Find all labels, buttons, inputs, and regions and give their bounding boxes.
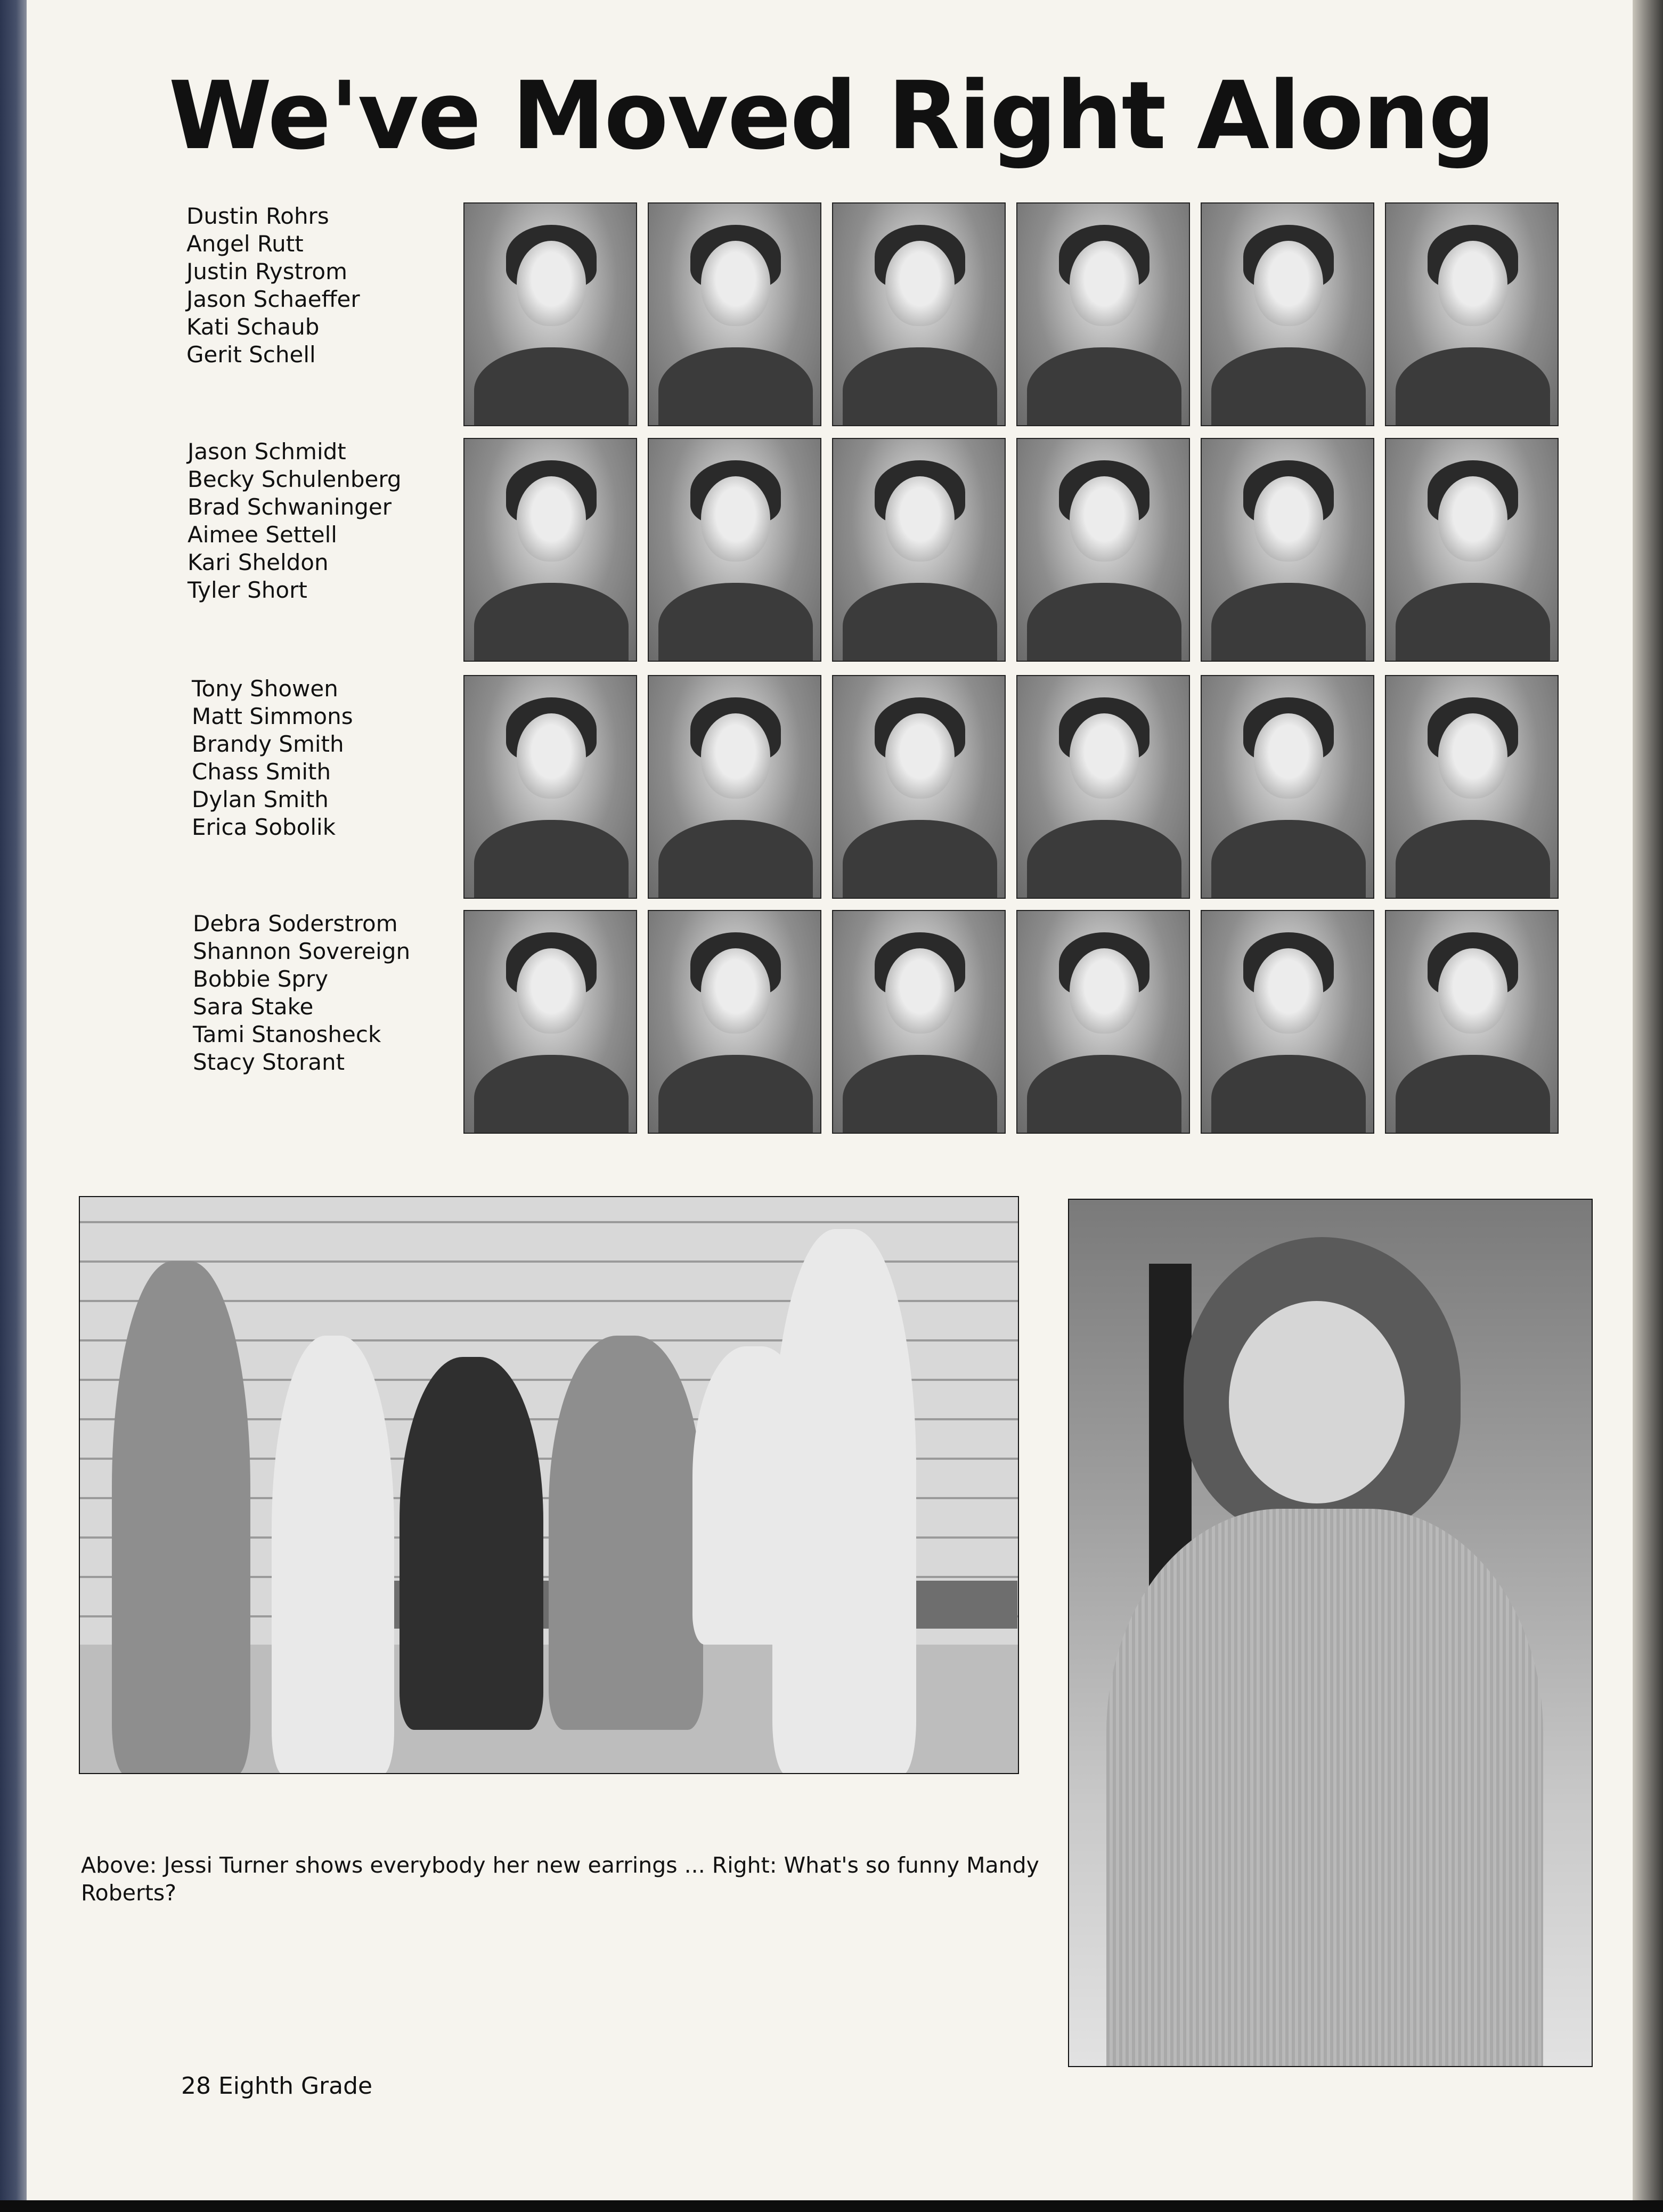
student-portrait bbox=[1016, 438, 1190, 662]
student-portrait bbox=[1201, 910, 1374, 1134]
student-portrait bbox=[463, 202, 637, 426]
student-portrait bbox=[1016, 910, 1190, 1134]
portrait-head bbox=[1254, 948, 1323, 1034]
student-name: Dylan Smith bbox=[192, 786, 329, 812]
book-binding-right bbox=[1633, 0, 1663, 2200]
portrait-body bbox=[658, 1055, 813, 1134]
student-portrait bbox=[648, 438, 821, 662]
student-portrait bbox=[1385, 202, 1559, 426]
portrait-head bbox=[517, 476, 586, 562]
student-name: Aimee Settell bbox=[188, 522, 337, 548]
student-portrait bbox=[1385, 910, 1559, 1134]
portrait-head bbox=[885, 241, 955, 326]
student-name: Dustin Rohrs bbox=[186, 203, 329, 229]
portrait-head bbox=[517, 241, 586, 326]
portrait-body bbox=[1027, 820, 1181, 899]
portrait-body bbox=[658, 347, 813, 426]
student-figure bbox=[549, 1336, 703, 1730]
student-portrait bbox=[648, 202, 821, 426]
student-name: Stacy Storant bbox=[193, 1049, 345, 1075]
student-figure bbox=[400, 1357, 543, 1730]
portrait-body bbox=[474, 1055, 629, 1134]
portrait-head bbox=[1070, 713, 1139, 799]
student-portrait bbox=[1016, 202, 1190, 426]
student-name: Shannon Sovereign bbox=[193, 938, 411, 964]
name-list bbox=[188, 438, 464, 604]
student-name: Chass Smith bbox=[192, 759, 331, 785]
page-title: We've Moved Right Along bbox=[168, 61, 1495, 170]
student-name: Jason Schaeffer bbox=[186, 286, 360, 312]
portrait-head bbox=[701, 241, 770, 326]
student-face bbox=[1229, 1301, 1405, 1503]
portrait-head bbox=[701, 948, 770, 1034]
student-name: Sara Stake bbox=[193, 994, 314, 1020]
student-portrait bbox=[463, 675, 637, 899]
portrait-head bbox=[1254, 241, 1323, 326]
portrait-head bbox=[1438, 948, 1507, 1034]
portrait-head bbox=[1438, 476, 1507, 562]
portrait-body bbox=[1396, 820, 1550, 899]
portrait-body bbox=[658, 583, 813, 662]
portrait-head bbox=[517, 948, 586, 1034]
student-figure bbox=[272, 1336, 394, 1774]
student-name: Angel Rutt bbox=[186, 231, 304, 257]
student-portrait bbox=[832, 438, 1006, 662]
student-portrait bbox=[832, 202, 1006, 426]
portrait-head bbox=[1070, 241, 1139, 326]
student-name: Jason Schmidt bbox=[188, 438, 346, 465]
student-figure bbox=[772, 1229, 916, 1774]
portrait-head bbox=[885, 476, 955, 562]
student-name: Tami Stanosheck bbox=[193, 1021, 381, 1047]
book-binding-left bbox=[0, 0, 27, 2200]
portrait-body bbox=[1027, 583, 1181, 662]
student-portrait bbox=[832, 910, 1006, 1134]
student-portrait bbox=[832, 675, 1006, 899]
portrait-head bbox=[1070, 476, 1139, 562]
student-sweater bbox=[1106, 1509, 1543, 2067]
portrait-body bbox=[1396, 347, 1550, 426]
student-portrait bbox=[1385, 438, 1559, 662]
student-name: Kati Schaub bbox=[186, 314, 320, 340]
portrait-head bbox=[1070, 948, 1139, 1034]
portrait-head bbox=[517, 713, 586, 799]
student-name: Brad Schwaninger bbox=[188, 494, 392, 520]
name-list bbox=[192, 675, 469, 841]
portrait-body bbox=[1211, 820, 1366, 899]
name-list bbox=[193, 910, 470, 1076]
page-folio: 28 Eighth Grade bbox=[181, 2072, 373, 2100]
candid-photo-smiling-student bbox=[1068, 1199, 1593, 2067]
portrait-head bbox=[885, 948, 955, 1034]
portrait-head bbox=[1254, 713, 1323, 799]
portrait-body bbox=[1027, 1055, 1181, 1134]
candid-photo-group-bench bbox=[79, 1196, 1019, 1774]
portrait-body bbox=[843, 820, 997, 899]
portrait-head bbox=[701, 476, 770, 562]
student-name: Gerit Schell bbox=[186, 341, 316, 368]
portrait-body bbox=[1211, 347, 1366, 426]
student-portrait bbox=[648, 910, 821, 1134]
student-name: Becky Schulenberg bbox=[188, 466, 402, 492]
portrait-body bbox=[1027, 347, 1181, 426]
student-portrait bbox=[1201, 438, 1374, 662]
student-name: Tyler Short bbox=[188, 577, 307, 603]
student-portrait bbox=[1201, 675, 1374, 899]
student-portrait bbox=[463, 438, 637, 662]
student-name: Debra Soderstrom bbox=[193, 910, 398, 937]
portrait-body bbox=[1396, 583, 1550, 662]
portrait-body bbox=[1396, 1055, 1550, 1134]
student-name: Bobbie Spry bbox=[193, 966, 329, 992]
portrait-body bbox=[1211, 1055, 1366, 1134]
portrait-head bbox=[1438, 241, 1507, 326]
student-name: Matt Simmons bbox=[192, 703, 353, 729]
student-name: Erica Sobolik bbox=[192, 814, 336, 840]
student-portrait bbox=[1385, 675, 1559, 899]
student-portrait bbox=[463, 910, 637, 1134]
portrait-body bbox=[1211, 583, 1366, 662]
portrait-body bbox=[474, 583, 629, 662]
portrait-body bbox=[843, 347, 997, 426]
portrait-head bbox=[1254, 476, 1323, 562]
student-name: Kari Sheldon bbox=[188, 549, 329, 575]
student-portrait bbox=[1016, 675, 1190, 899]
portrait-head bbox=[701, 713, 770, 799]
student-portrait bbox=[648, 675, 821, 899]
portrait-body bbox=[474, 820, 629, 899]
portrait-head bbox=[1438, 713, 1507, 799]
student-figure bbox=[112, 1261, 250, 1774]
portrait-body bbox=[843, 1055, 997, 1134]
student-name: Brandy Smith bbox=[192, 731, 344, 757]
portrait-body bbox=[658, 820, 813, 899]
student-name: Justin Rystrom bbox=[186, 258, 348, 284]
student-portrait bbox=[1201, 202, 1374, 426]
portrait-body bbox=[843, 583, 997, 662]
page-bottom-edge bbox=[0, 2200, 1663, 2212]
photo-caption: Above: Jessi Turner shows everybody her new earrings ... Right: What's so funny Mandy Roberts? bbox=[81, 1852, 1039, 1906]
portrait-body bbox=[474, 347, 629, 426]
name-list bbox=[186, 202, 463, 369]
student-name: Tony Showen bbox=[192, 676, 338, 702]
portrait-head bbox=[885, 713, 955, 799]
